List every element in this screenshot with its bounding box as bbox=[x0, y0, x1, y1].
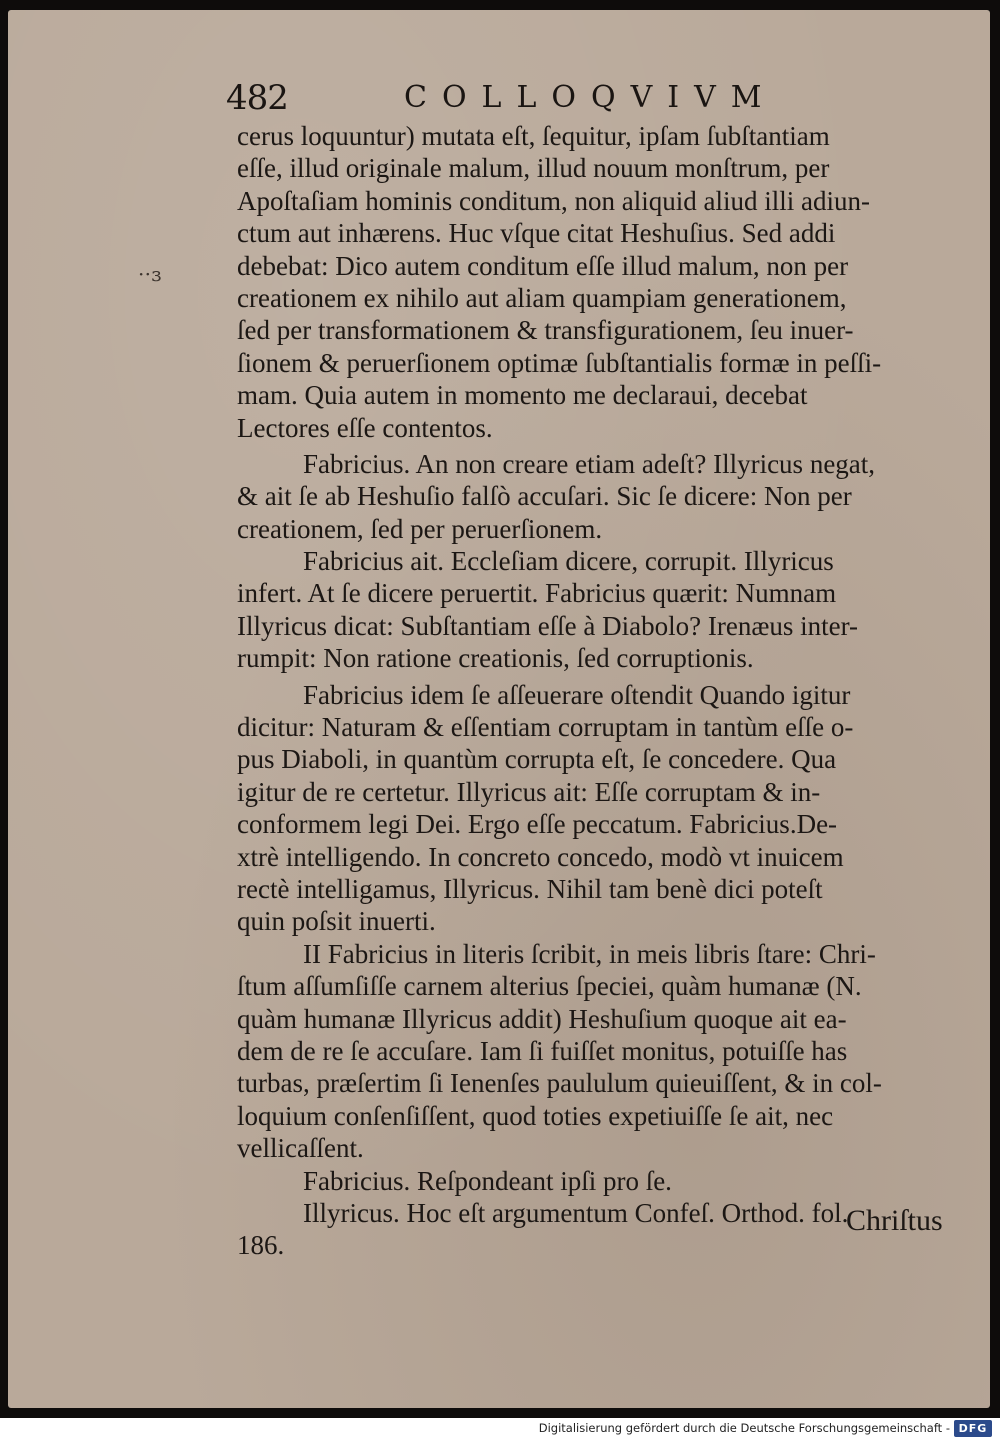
dfg-logo: DFG bbox=[954, 1420, 992, 1437]
footer-bar bbox=[0, 1418, 1000, 1440]
text-line: creationem, ſed per peruerſionem. bbox=[237, 513, 603, 544]
text-line: infert. At ſe dicere peruertit. Fabricius quærit: Numnam bbox=[237, 578, 837, 609]
funding-credit: Digitalisierung gefördert durch die Deutsche Forschungsgemeinschaft - bbox=[538, 1421, 950, 1435]
text-line: pus Diaboli, in quantùm corrupta eſt, ſe concedere. Qua bbox=[237, 744, 837, 775]
text-line: igitur de re certetur. Illyricus ait: Eſſe corruptam & in- bbox=[237, 776, 821, 807]
paragraph-start-line: II Fabricius in literis ſcribit, in meis libris ſtare: Chri- bbox=[303, 938, 876, 969]
text-line: ſtum aſſumſiſſe carnem alterius ſpeciei, quàm humanæ (N. bbox=[237, 971, 862, 1002]
text-line: ctum aut inhærens. Huc vſque citat Heshuſius. Sed addi bbox=[237, 218, 836, 249]
text-line: quàm humanæ Illyricus addit) Heshuſium quoque ait ea- bbox=[237, 1003, 847, 1034]
text-line: & ait ſe ab Heshuſio falſò accuſari. Sic ſe dicere: Non per bbox=[237, 481, 852, 512]
text-line: creationem ex nihilo aut aliam quampiam generationem, bbox=[237, 282, 847, 313]
paragraph-start-line: Fabricius ait. Eccleſiam dicere, corrupit. Illyricus bbox=[303, 546, 834, 577]
text-line: rectè intelligamus, Illyricus. Nihil tam benè dici poteſt bbox=[237, 873, 823, 904]
text-line: Apoſtaſiam hominis conditum, non aliquid aliud illi adiun- bbox=[237, 185, 870, 216]
text-line: 186. bbox=[237, 1230, 285, 1261]
margin-mark: ·⋅ɜ bbox=[138, 262, 162, 286]
text-line: Illyricus dicat: Subſtantiam eſſe à Diabolo? Irenæus inter- bbox=[237, 610, 859, 641]
text-line: conformem legi Dei. Ergo eſſe peccatum. Fabricius.De- bbox=[237, 809, 838, 840]
text-line: eſſe, illud originale malum, illud nouum monſtrum, per bbox=[237, 153, 830, 184]
paragraph-start-line: Fabricius. Reſpondeant ipſi pro ſe. bbox=[303, 1165, 672, 1196]
text-line: rumpit: Non ratione creationis, ſed corruptionis. bbox=[237, 643, 754, 674]
text-line: xtrè intelligendo. In concreto concedo, modò vt inuicem bbox=[237, 841, 844, 872]
text-line: dem de re ſe accuſare. Iam ſi fuiſſet monitus, potuiſſe has bbox=[237, 1035, 848, 1066]
page-number: 482 bbox=[226, 78, 288, 118]
page-header bbox=[226, 78, 786, 122]
text-line: Lectores eſſe contentos. bbox=[237, 412, 493, 443]
text-line: debebat: Dico autem conditum eſſe illud malum, non per bbox=[237, 250, 849, 281]
running-title: COLLOQVIVM bbox=[404, 80, 777, 115]
text-line: vellicaſſent. bbox=[237, 1133, 364, 1164]
text-line: turbas, præſertim ſi Ienenſes paululum quieuiſſent, & in col- bbox=[237, 1068, 882, 1099]
paragraph-start-line: Illyricus. Hoc eſt argumentum Confeſ. Orthod. fol. bbox=[303, 1197, 849, 1228]
text-line: ſed per transformationem & transfigurationem, ſeu inuer- bbox=[237, 315, 854, 346]
text-line: quin poſsit inuerti. bbox=[237, 906, 436, 937]
text-line: cerus loquuntur) mutata eſt, ſequitur, ipſam ſubſtantiam bbox=[237, 121, 830, 151]
text-line: loquium conſenſiſſent, quod toties expetiuiſſe ſe ait, nec bbox=[237, 1100, 834, 1131]
text-line: ſionem & peruerſionem optimæ ſubſtantialis formæ in peſſi- bbox=[237, 347, 882, 378]
catchword: Chriſtus bbox=[846, 1204, 943, 1237]
paragraph-start-line: Fabricius. An non creare etiam adeſt? Illyricus negat, bbox=[303, 448, 876, 479]
paragraph-start-line: Fabricius idem ſe aſſeuerare oſtendit Quando igitur bbox=[303, 679, 851, 710]
text-line: mam. Quia autem in momento me declaraui, decebat bbox=[237, 380, 808, 411]
text-line: dicitur: Naturam & eſſentiam corruptam in tantùm eſſe o- bbox=[237, 712, 854, 743]
body-text bbox=[237, 120, 957, 1262]
